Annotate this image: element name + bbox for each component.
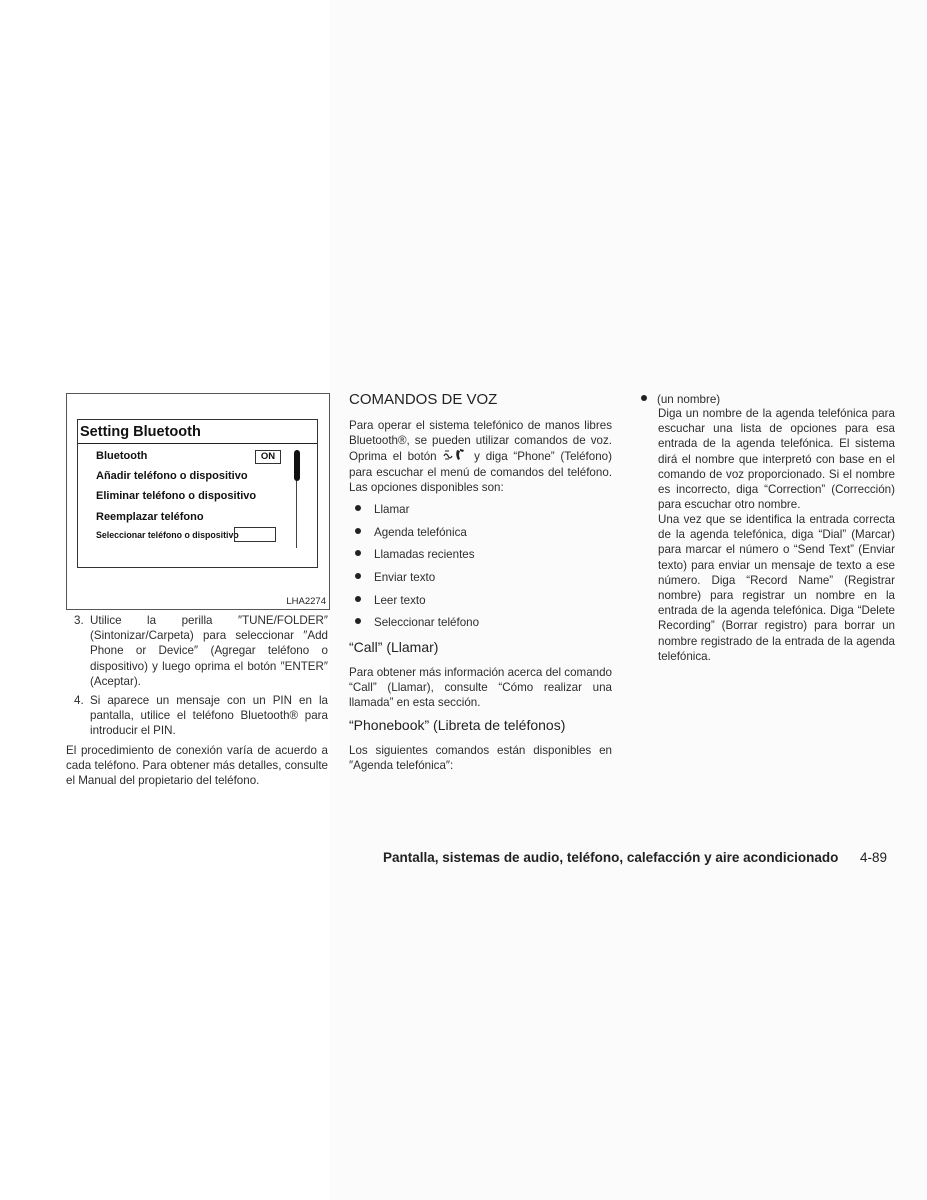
voice-commands-intro bbox=[349, 418, 612, 495]
scrollbar-thumb bbox=[294, 450, 300, 481]
bullet-icon bbox=[641, 395, 647, 401]
option-label: Llamadas recientes bbox=[374, 548, 475, 561]
option-item bbox=[355, 502, 409, 517]
call-paragraph: Para obtener más información acerca del comando “Call” (Llamar), consulte “Cómo realizar una llamada” en esta sección. bbox=[349, 666, 612, 710]
menu-item-remove-device: Eliminar teléfono o dispositivo bbox=[96, 490, 257, 502]
name-command-paragraph-1: Diga un nombre de la agenda telefónica para escuchar una lista de opciones para esa entrada de la agenda telefónica. El sistema dirá el nombre que interpretó con base en el comando de voz proporcionado. Si el nombre es incorrecto, diga “Correction” (Corrección) para escuchar otro nombre. bbox=[658, 407, 895, 512]
option-item bbox=[355, 570, 435, 585]
name-command-label: (un nombre) bbox=[657, 393, 721, 406]
step-3-text: Utilice la perilla ″TUNE/FOLDER″ (Sintonizar/Carpeta) para seleccionar ″Add Phone or Device″ (Agregar teléfono o dispositivo) y luego oprima el botón ″ENTER″ (Aceptar). bbox=[90, 614, 328, 688]
page-number: 4-89 bbox=[860, 850, 888, 865]
footer-section-title: Pantalla, sistemas de audio, teléfono, calefacción y aire acondicionado bbox=[383, 850, 839, 865]
option-label: Seleccionar teléfono bbox=[374, 616, 480, 629]
step-4-number: 4. bbox=[74, 694, 84, 707]
intro-text-after-icon: y diga “Phone” (Teléfono) para escuchar el menú de comandos del teléfono. Las opciones disponibles son: bbox=[349, 450, 612, 494]
option-label: Enviar texto bbox=[374, 571, 436, 584]
bullet-icon bbox=[355, 596, 361, 602]
name-command-paragraph-2: Una vez que se identifica la entrada correcta de la agenda telefónica, diga “Dial” (Marcar) para marcar el número o “Send Text” (Enviar texto) para enviar un mensaje de texto a ese número. Diga “Record Name” (Registrar nombre) para registrar un nombre en la entrada de la agenda telefónica. Diga “Delete Recording” (Borrar registro) para borrar un nombre registrado de la entrada de la agenda telefónica. bbox=[658, 513, 895, 663]
option-item bbox=[355, 593, 426, 608]
intro-text-before-icon: Para operar el sistema telefónico de manos libres Bluetooth®, se pueden utilizar comandos de voz. Oprima el botón bbox=[349, 419, 612, 464]
title-divider bbox=[78, 443, 317, 444]
call-heading: “Call” (Llamar) bbox=[349, 639, 439, 655]
bluetooth-settings-figure bbox=[66, 393, 330, 610]
option-item bbox=[355, 547, 475, 562]
step-3-number: 3. bbox=[74, 614, 84, 627]
bullet-icon bbox=[355, 528, 361, 534]
bullet-icon bbox=[355, 550, 361, 556]
option-item bbox=[355, 525, 467, 540]
bullet-icon bbox=[355, 505, 361, 511]
display-screen bbox=[77, 419, 318, 568]
selection-box bbox=[234, 527, 276, 542]
phonebook-paragraph: Los siguientes comandos están disponibles en ″Agenda telefónica″: bbox=[349, 744, 612, 773]
connection-paragraph: El procedimiento de conexión varía de acuerdo a cada teléfono. Para obtener más detalles, consulte el Manual del propietario del teléfono. bbox=[66, 744, 328, 788]
menu-item-add-device: Añadir teléfono o dispositivo bbox=[96, 470, 248, 482]
voice-commands-heading: COMANDOS DE VOZ bbox=[349, 391, 498, 408]
phonebook-heading: “Phonebook” (Libreta de teléfonos) bbox=[349, 717, 566, 733]
menu-item-replace-phone: Reemplazar teléfono bbox=[96, 511, 204, 523]
name-command-bullet bbox=[641, 392, 720, 407]
menu-item-bluetooth: Bluetooth bbox=[96, 450, 148, 462]
option-label: Llamar bbox=[374, 503, 410, 516]
screen-title: Setting Bluetooth bbox=[80, 424, 201, 440]
option-label: Agenda telefónica bbox=[374, 526, 467, 539]
voice-phone-button-icon bbox=[442, 448, 468, 462]
step-4-text: Si aparece un mensaje con un PIN en la pantalla, utilice el teléfono Bluetooth® para introducir el PIN. bbox=[90, 694, 328, 738]
menu-item-select-device: Seleccionar teléfono o dispositivo bbox=[96, 530, 239, 540]
bullet-icon bbox=[355, 573, 361, 579]
on-status-badge: ON bbox=[255, 450, 281, 464]
figure-code: LHA2274 bbox=[286, 596, 326, 607]
option-item bbox=[355, 615, 479, 630]
step-4 bbox=[66, 693, 328, 739]
step-3 bbox=[66, 613, 328, 688]
option-label: Leer texto bbox=[374, 594, 426, 607]
bullet-icon bbox=[355, 618, 361, 624]
